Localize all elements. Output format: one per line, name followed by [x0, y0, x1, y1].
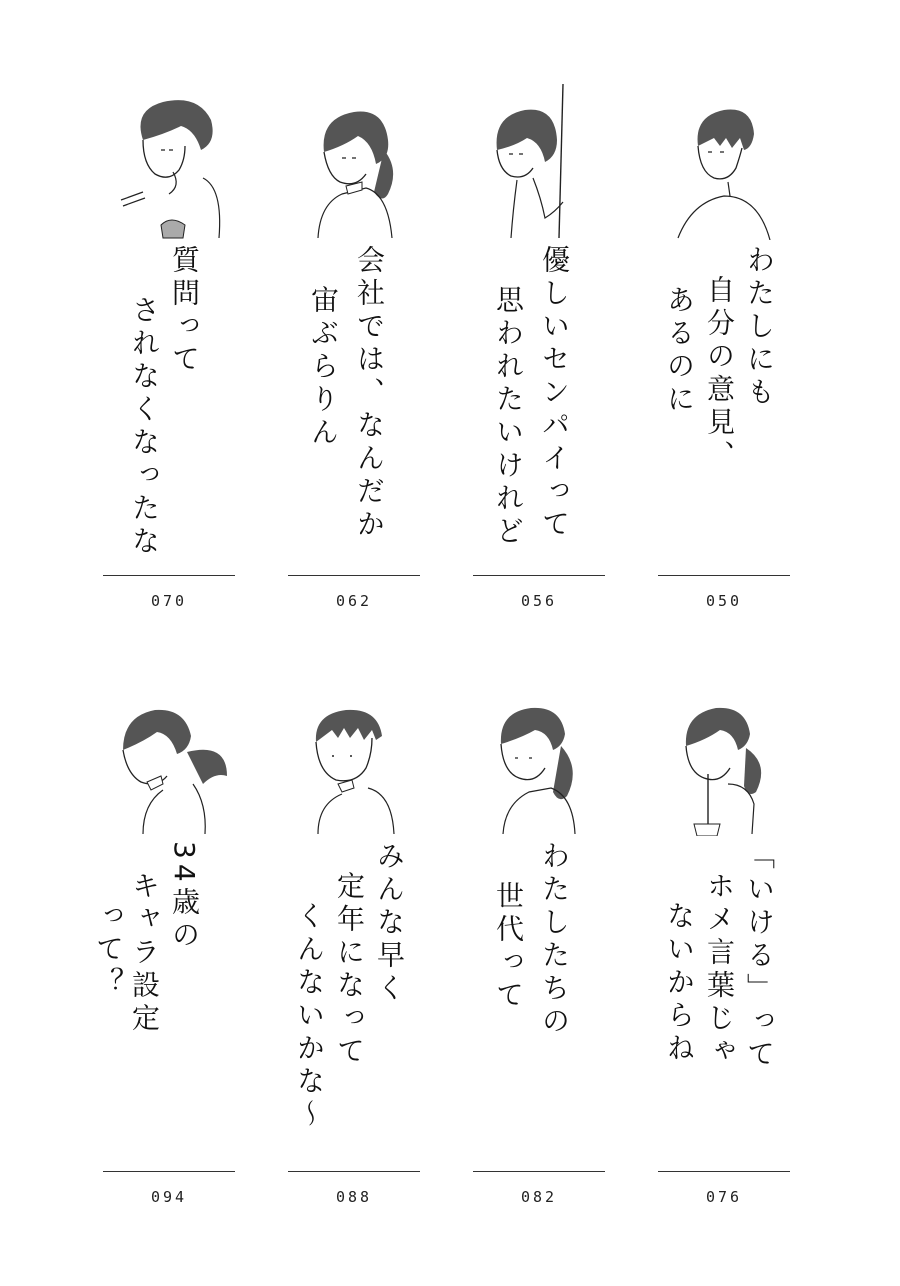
- divider: [103, 575, 235, 576]
- line-2: ホメ言葉じゃ: [703, 871, 736, 1069]
- divider: [473, 1171, 605, 1172]
- panel-text: [92, 841, 235, 1161]
- page-number: 050: [705, 592, 743, 610]
- line-1: 会社では、なんだか: [353, 245, 386, 542]
- page-number: 094: [150, 1188, 188, 1206]
- panel-text: [473, 245, 605, 565]
- panel-text: [288, 841, 420, 1161]
- divider: [288, 1171, 420, 1172]
- divider: [658, 1171, 790, 1172]
- line-1: 質問って: [168, 245, 201, 377]
- line-2: されなくなったな: [128, 295, 161, 559]
- panel-text: [658, 841, 790, 1161]
- page-number: 076: [705, 1188, 743, 1206]
- panel-text: [103, 245, 235, 565]
- man-front-illustration: [288, 676, 420, 836]
- line-1: わたしたちの: [538, 841, 571, 1039]
- line-3: ないからね: [663, 901, 696, 1066]
- line-2: 世代って: [492, 881, 525, 1013]
- woman-tilted-illustration: [103, 676, 235, 836]
- line-1: 「いける」って: [743, 841, 776, 1072]
- divider: [473, 575, 605, 576]
- woman-eating-illustration: [103, 80, 235, 240]
- line-2: 宙ぶらりん: [307, 285, 340, 450]
- panel-text: [658, 245, 790, 565]
- line-2: 思われたいけれど: [492, 285, 525, 549]
- line-1: みんな早く: [373, 841, 406, 1006]
- divider: [658, 575, 790, 576]
- panel-text: [288, 245, 420, 565]
- line-2: 自分の意見、: [703, 275, 736, 473]
- divider: [103, 1171, 235, 1172]
- line-3: くんないかな〜: [293, 901, 326, 1132]
- line-2: 定年になって: [333, 871, 366, 1069]
- line-3: って？: [92, 901, 125, 1000]
- page-number: 070: [150, 592, 188, 610]
- divider: [288, 575, 420, 576]
- page-number: 082: [520, 1188, 558, 1206]
- line-3: あるのに: [663, 285, 696, 417]
- page-number: 062: [335, 592, 373, 610]
- woman-ponytail-illustration: [288, 80, 420, 240]
- line-1: 34歳の: [168, 841, 201, 953]
- woman-peeking-illustration: [473, 80, 605, 240]
- line-2: キャラ設定: [128, 871, 161, 1036]
- line-1: わたしにも: [743, 245, 776, 410]
- page-number: 088: [335, 1188, 373, 1206]
- page-number: 056: [520, 592, 558, 610]
- line-1: 優しいセンパイって: [538, 245, 571, 542]
- man-looking-illustration: [658, 80, 790, 240]
- panel-text: [473, 841, 605, 1161]
- woman-ponytail-side-illustration: [473, 676, 605, 836]
- woman-drinking-illustration: [658, 676, 790, 836]
